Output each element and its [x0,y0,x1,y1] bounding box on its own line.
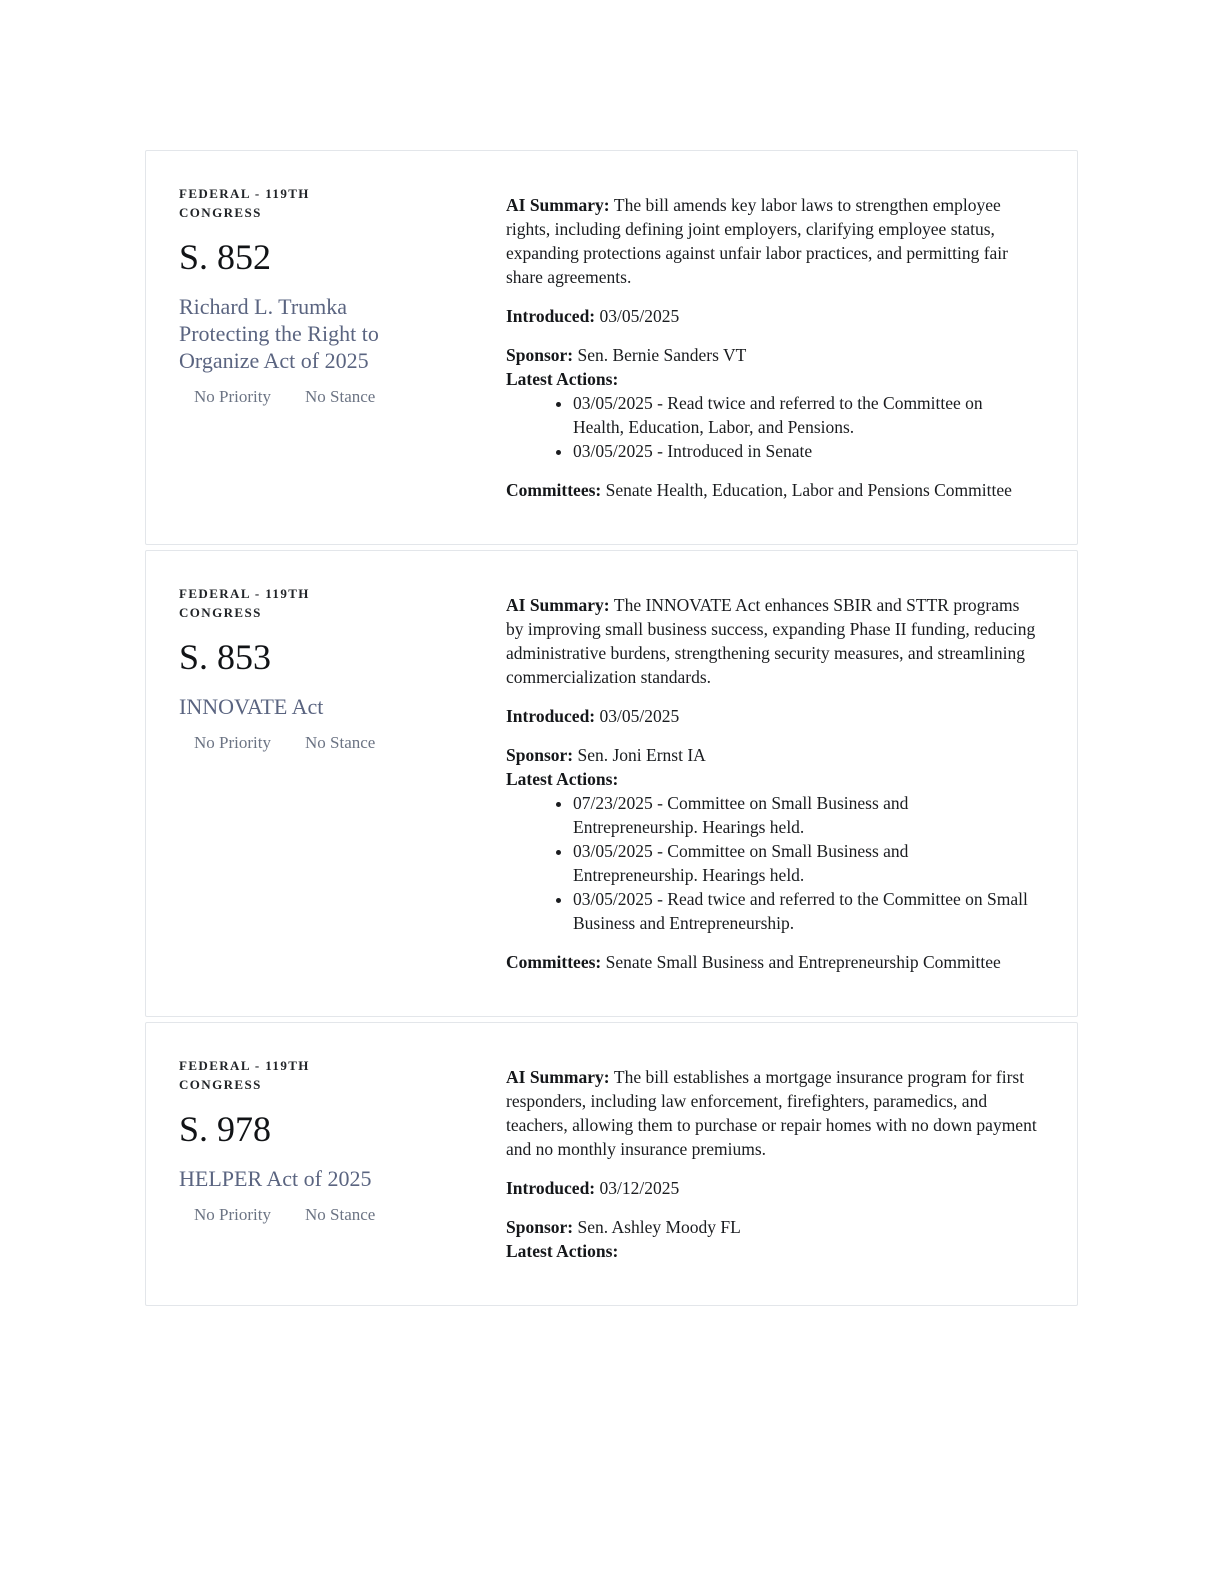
bill-card-right-column [506,181,1037,502]
bill-title: HELPER Act of 2025 [179,1166,372,1191]
committees-label: Committees: [506,480,606,500]
latest-actions-heading [506,1239,1037,1263]
jurisdiction-label: FEDERAL - 119TH CONGRESS [179,186,310,220]
bill-card [145,550,1078,1017]
stance-label: No Stance [304,1205,376,1224]
introduced-label: Introduced: [506,706,600,726]
bill-card-left-column [179,581,506,974]
latest-actions-label: Latest Actions: [506,1241,619,1261]
latest-actions-list [506,791,1037,935]
committees [506,478,1037,502]
ai-summary [506,593,1037,689]
bill-card-right-column [506,581,1037,974]
ai-summary-label: AI Summary: [506,595,614,615]
jurisdiction-label: FEDERAL - 119TH CONGRESS [179,586,310,620]
bill-card-right-column [506,1053,1037,1263]
stance-label: No Stance [304,387,376,406]
bill-number: S. 978 [179,1109,272,1149]
sponsor-label: Sponsor: [506,1217,578,1237]
bill-card [145,150,1078,545]
ai-summary-text: The bill establishes a mortgage insurance program for first responders, including law enforcement, firefighters, paramedics, and teachers, allowing them to purchase or repair homes with no down payment and no monthly insurance premiums. [506,1067,1037,1159]
introduced [506,704,1037,728]
bill-tags [179,387,506,407]
introduced [506,304,1037,328]
action-item: • 03/05/2025 - Introduced in Senate [573,439,1037,463]
bill-tags [179,733,506,753]
stance-label: No Stance [304,733,376,752]
latest-actions-heading [506,367,1037,391]
sponsor-name: Sen. Joni Ernst IA [577,745,706,765]
bill-card-left-column [179,181,506,502]
sponsor-name: Sen. Ashley Moody FL [577,1217,741,1237]
bill-tags [179,1205,506,1225]
bill-card-left-column [179,1053,506,1263]
introduced-date: 03/05/2025 [599,306,680,326]
sponsor-label: Sponsor: [506,745,578,765]
sponsor [506,743,1037,767]
bill-card [145,1022,1078,1306]
introduced [506,1176,1037,1200]
sponsor-and-actions [506,743,1037,935]
action-item: • 03/05/2025 - Read twice and referred to the Committee on Health, Education, Labor, and Pensions. [573,391,1037,439]
introduced-label: Introduced: [506,306,600,326]
latest-actions-label: Latest Actions: [506,769,619,789]
priority-label: No Priority [194,733,271,752]
ai-summary-label: AI Summary: [506,1067,614,1087]
ai-summary-label: AI Summary: [506,195,614,215]
jurisdiction-label: FEDERAL - 119TH CONGRESS [179,1058,310,1092]
sponsor-label: Sponsor: [506,345,578,365]
action-item: • 07/23/2025 - Committee on Small Business and Entrepreneurship. Hearings held. [573,791,1037,839]
latest-actions-list [506,391,1037,463]
introduced-label: Introduced: [506,1178,600,1198]
ai-summary [506,193,1037,289]
introduced-date: 03/05/2025 [599,706,680,726]
committees-text: Senate Health, Education, Labor and Pensions Committee [605,480,1012,500]
ai-summary-text: The INNOVATE Act enhances SBIR and STTR programs by improving small business success, expanding Phase II funding, reducing administrative burdens, strengthening security measures, and streamlining commercialization standards. [506,595,1036,687]
priority-label: No Priority [194,1205,271,1224]
bill-title: Richard L. Trumka Protecting the Right to Organize Act of 2025 [179,294,379,373]
bill-number: S. 853 [179,637,272,677]
latest-actions-label: Latest Actions: [506,369,619,389]
committees-label: Committees: [506,952,606,972]
sponsor-name: Sen. Bernie Sanders VT [577,345,747,365]
sponsor [506,343,1037,367]
latest-actions-heading [506,767,1037,791]
sponsor-and-actions [506,1215,1037,1263]
sponsor [506,1215,1037,1239]
sponsor-and-actions [506,343,1037,463]
bill-number: S. 852 [179,237,272,277]
ai-summary-text: The bill amends key labor laws to strengthen employee rights, including defining joint employers, clarifying employee status, expanding protections against unfair labor practices, and permitting fair share agreements. [506,195,1008,287]
action-item: • 03/05/2025 - Committee on Small Business and Entrepreneurship. Hearings held. [573,839,1037,887]
action-item: • 03/05/2025 - Read twice and referred to the Committee on Small Business and Entrepreneurship. [573,887,1037,935]
committees-text: Senate Small Business and Entrepreneurship Committee [605,952,1001,972]
bill-title: INNOVATE Act [179,694,324,719]
ai-summary [506,1065,1037,1161]
committees [506,950,1037,974]
priority-label: No Priority [194,387,271,406]
introduced-date: 03/12/2025 [599,1178,680,1198]
